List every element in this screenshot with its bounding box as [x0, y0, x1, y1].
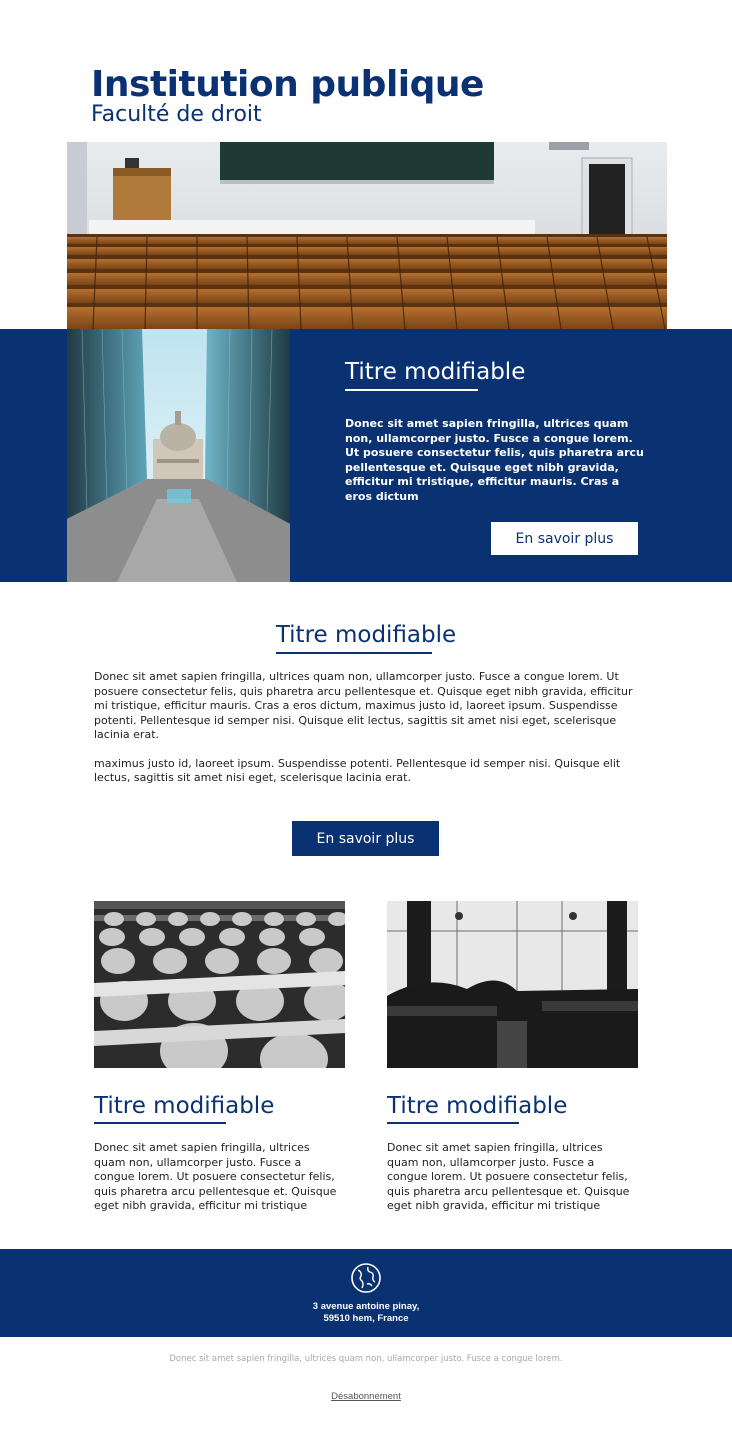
feature-text: Donec sit amet sapien fringilla, ultrices quam non, ullamcorper justo. Fusce a congue lorem. Ut posuere consectetur felis, quis pharetra arcu pellentesque et. Quisque eget nibh gravida, efficitur mi tristique, efficitur mauris. Cras a eros dictum: [345, 417, 644, 503]
address-line-2: 59510 hem, France: [323, 1313, 409, 1324]
column-1-amphitheater-image: [94, 901, 345, 1068]
hero-lecture-hall-image: [67, 142, 667, 329]
feature-learn-more-button[interactable]: En savoir plus: [491, 522, 638, 555]
column-2-title-underline: [387, 1122, 519, 1124]
page-subtitle: Faculté de droit: [91, 102, 262, 127]
column-2-title: Titre modifiable: [387, 1093, 568, 1119]
feature-title-underline: [345, 389, 478, 391]
unsubscribe-link[interactable]: Désabonnement: [331, 1391, 401, 1402]
column-1-title-underline: [94, 1122, 226, 1124]
column-1-text: Donec sit amet sapien fringilla, ultrices quam non, ullamcorper justo. Fusce a congue lorem. Ut posuere consectetur felis, quis pharetra arcu pellentesque et. Quisque eget nibh gravida, efficitur mi tristique: [94, 1141, 337, 1212]
unsubscribe-container: [0, 1391, 732, 1402]
column-1-title: Titre modifiable: [94, 1093, 275, 1119]
column-2-text: Donec sit amet sapien fringilla, ultrices quam non, ullamcorper justo. Fusce a congue lorem. Ut posuere consectetur felis, quis pharetra arcu pellentesque et. Quisque eget nibh gravida, efficitur mi tristique: [387, 1141, 630, 1212]
page-title: Institution publique: [91, 64, 484, 105]
header: [91, 64, 484, 128]
globe-icon: [350, 1262, 382, 1294]
feature-cathedral-image: [67, 329, 290, 582]
section-title: Titre modifiable: [275, 622, 457, 648]
column-2-library-image: [387, 901, 638, 1068]
section-title-underline: [276, 652, 432, 654]
section-body: [94, 670, 634, 800]
footer-legal-text: Donec sit amet sapien fringilla, ultrices quam non, ullamcorper justo. Fusce a congue lorem.: [169, 1354, 563, 1364]
section-learn-more-button[interactable]: En savoir plus: [292, 821, 439, 856]
section-paragraph-1: Donec sit amet sapien fringilla, ultrices quam non, ullamcorper justo. Fusce a congue lorem. Ut posuere consectetur felis, quis pharetra arcu pellentesque et. Quisque eget nibh gravida, efficitur mi tristique, efficitur mauris. Cras a eros dictum, maximus justo id, laoreet ipsum. Suspendisse potenti. Pellentesque id semper nisi. Quisque elit lectus, sagittis sit amet nisi eget, scelerisque lacinia erat.: [94, 670, 633, 741]
section-paragraph-2: maximus justo id, laoreet ipsum. Suspendisse potenti. Pellentesque id semper nisi. Quisque elit lectus, sagittis sit amet nisi eget, scelerisque lacinia erat.: [94, 756, 621, 784]
footer-address: [0, 1301, 732, 1325]
feature-title: Titre modifiable: [345, 359, 526, 385]
address-line-1: 3 avenue antoine pinay,: [312, 1301, 420, 1312]
